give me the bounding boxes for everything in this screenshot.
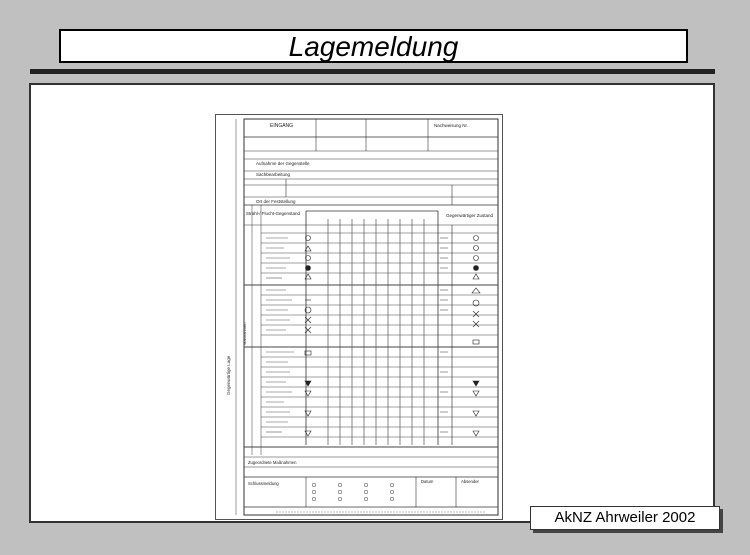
form-row-label-strahl: Strahl-/ Flucht-Gegenstand — [246, 211, 301, 216]
footer-credit: AkNZ Ahrweiler 2002 — [554, 509, 696, 526]
form-header-nachweisung: Nachweisung Nr. — [434, 123, 469, 128]
form-bottom-label-zugeordnete: Zugeordnete Maßnahmen — [248, 460, 297, 465]
title-underline — [30, 69, 715, 74]
slide-title-box — [59, 29, 688, 63]
form-bottom-label-absender: Absender — [461, 479, 479, 484]
form-bottom-label-schluss: Schlussmeldung — [248, 481, 279, 486]
form-right-header: Gegenwärtiger Zustand — [446, 213, 494, 218]
form-side-label-lage: Gegenwärtige Lage — [226, 355, 231, 395]
form-row-label-aufnahme: Aufnahme der Gegenstelle — [256, 161, 310, 166]
form-side-label-massnahmen: Maßnahmen — [242, 322, 247, 345]
lagemeldung-form-image — [215, 114, 503, 520]
form-row-label-sachbearbeitung: Sachbearbeitung — [256, 172, 291, 177]
slide-title: Lagemeldung — [288, 31, 459, 62]
form-row-label-ort: Ort der Feststellung — [256, 199, 296, 204]
form-bottom-label-datum: Datum — [421, 479, 434, 484]
footer-credit-box — [530, 506, 720, 530]
form-drawing — [216, 115, 502, 519]
form-header-eingang: EINGANG — [270, 123, 294, 129]
